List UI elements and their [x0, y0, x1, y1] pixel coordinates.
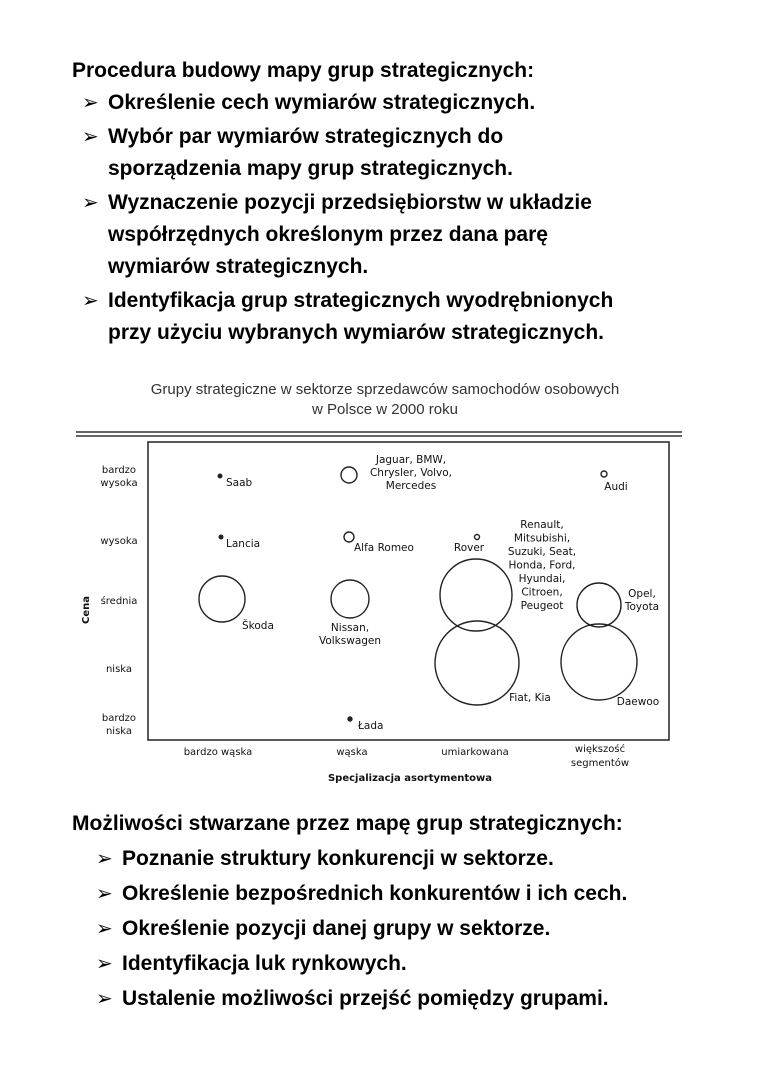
- possibilities-list: [96, 843, 716, 1018]
- group-circle: [344, 532, 354, 542]
- section1-heading: Procedura budowy mapy grup strategicznych:: [72, 59, 535, 82]
- list-item-text: Określenie pozycji danej grupy w sektorze.: [122, 917, 551, 940]
- group-circle: [435, 621, 519, 705]
- list-item-text: wymiarów strategicznych.: [108, 255, 369, 278]
- list-item-text: Określenie cech wymiarów strategicznych.: [108, 91, 536, 114]
- group-circle: [440, 559, 512, 631]
- group-circle: [331, 580, 369, 618]
- group-label: Lancia: [226, 538, 261, 550]
- list-item-text: sporządzenia mapy grup strategicznych.: [108, 157, 513, 180]
- arrow-bullet-icon: ➢: [82, 126, 99, 148]
- group-label: Škoda: [242, 620, 274, 632]
- list-item: [96, 843, 716, 875]
- y-tick-label: wysoka: [100, 536, 138, 547]
- group-circle: [341, 467, 357, 483]
- chart-title-line: Grupy strategiczne w sektorze sprzedawców samochodów osobowych: [150, 381, 620, 398]
- list-item-text: Wybór par wymiarów strategicznych do: [108, 125, 504, 148]
- arrow-bullet-icon: ➢: [82, 192, 99, 214]
- list-item-text: Wyznaczenie pozycji przedsiębiorstw w układzie: [108, 191, 592, 214]
- group-circle: [219, 535, 223, 539]
- list-item: [96, 983, 716, 1015]
- group-label: Opel, Toyota: [624, 588, 660, 613]
- x-tick-label: większość segmentów: [570, 744, 630, 769]
- section2-heading: Możliwości stwarzane przez mapę grup strategicznych:: [72, 812, 623, 835]
- list-item-text: przy użyciu wybranych wymiarów strategicznych.: [108, 321, 604, 344]
- y-axis-title: Cena: [81, 596, 92, 624]
- x-tick-label: bardzo wąska: [183, 747, 253, 758]
- group-circle: [577, 583, 621, 627]
- arrow-bullet-icon: ➢: [96, 988, 113, 1010]
- group-circle: [475, 535, 480, 540]
- x-axis-title: Specjalizacja asortymentowa: [327, 773, 493, 784]
- arrow-bullet-icon: ➢: [82, 92, 99, 114]
- list-item-text: Określenie bezpośrednich konkurentów i ich cech.: [122, 882, 628, 905]
- group-label: Alfa Romeo: [354, 542, 414, 554]
- group-label: Audi: [604, 481, 628, 493]
- list-item-text: współrzędnych określonym przez dana parę: [108, 223, 548, 246]
- group-label: Renault, Mitsubishi, Suzuki, Seat, Honda, Ford, Hyundai, Citroen, Peugeot: [507, 519, 577, 612]
- y-tick-label: bardzo niska: [101, 713, 137, 737]
- list-item: [96, 948, 716, 980]
- chart-title-line: w Polsce w 2000 roku: [312, 401, 458, 418]
- group-label: Jaguar, BMW, Chrysler, Volvo, Mercedes: [369, 454, 453, 492]
- arrow-bullet-icon: ➢: [96, 883, 113, 905]
- group-label: Saab: [226, 477, 253, 489]
- group-circle: [561, 624, 637, 700]
- list-item-text: Identyfikacja grup strategicznych wyodrębnionych: [108, 289, 614, 312]
- group-label: Rover: [453, 542, 485, 554]
- list-item: [96, 913, 716, 945]
- x-tick-label: umiarkowana: [441, 747, 509, 758]
- y-tick-label: bardzo wysoka: [100, 465, 138, 489]
- arrow-bullet-icon: ➢: [82, 290, 99, 312]
- y-tick-label: niska: [105, 664, 133, 675]
- group-circle: [199, 576, 245, 622]
- arrow-bullet-icon: ➢: [96, 848, 113, 870]
- group-label: Łada: [358, 720, 384, 732]
- list-item: [96, 878, 716, 910]
- y-tick-label: średnia: [100, 596, 138, 607]
- group-label: Fiat, Kia: [509, 692, 551, 704]
- group-label: Daewoo: [616, 696, 660, 708]
- x-tick-label: wąska: [336, 747, 368, 758]
- arrow-bullet-icon: ➢: [96, 953, 113, 975]
- list-item-text: Poznanie struktury konkurencji w sektorze.: [122, 847, 554, 870]
- group-circle: [601, 471, 607, 477]
- group-circle: [218, 474, 222, 478]
- group-label: Nissan, Volkswagen: [318, 622, 382, 647]
- list-item-text: Identyfikacja luk rynkowych.: [122, 952, 407, 975]
- list-item-text: Ustalenie możliwości przejść pomiędzy grupami.: [122, 987, 609, 1010]
- arrow-bullet-icon: ➢: [96, 918, 113, 940]
- group-circle: [348, 717, 352, 721]
